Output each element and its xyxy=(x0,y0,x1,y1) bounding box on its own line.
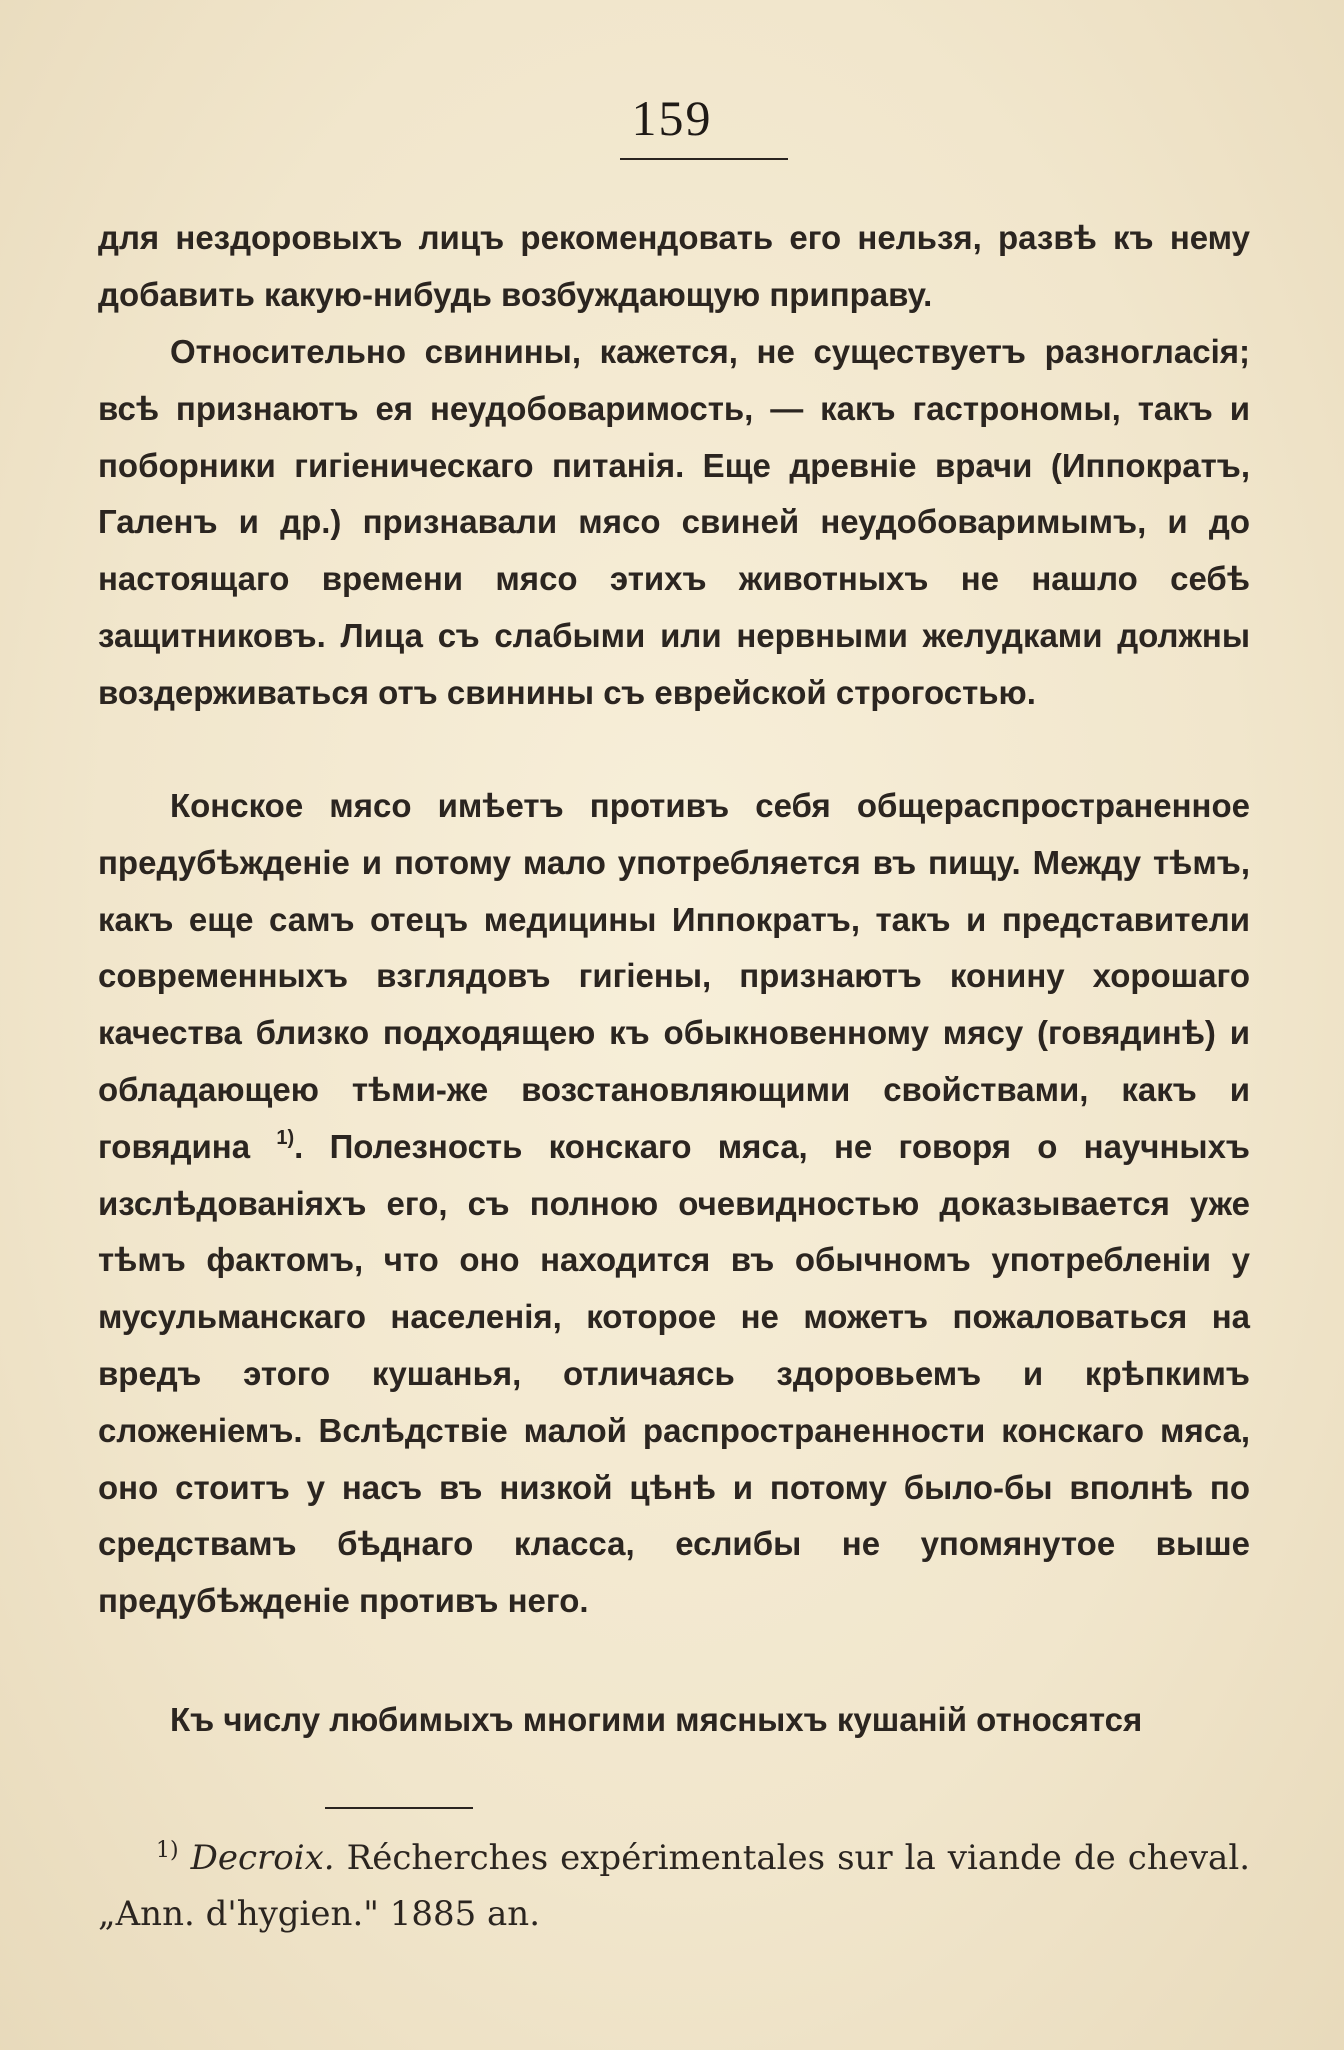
paragraph-text: Относительно свинины, кажется, не существуетъ разногласія; всѣ признаютъ ея неудобоваримость, — какъ гастрономы, такъ и поборники гигіеническаго питанія. Еще древніе врачи (Иппократъ, Галенъ и др.) признавали мясо свиней неудобоваримымъ, и до настоящаго времени мясо этихъ животныхъ не нашло себѣ защитниковъ. Лица съ слабыми или нервными желудками должны воздерживаться отъ свинины съ еврейской строгостью. xyxy=(98,333,1250,711)
footnote-rule xyxy=(325,1807,473,1809)
page-number: 159 xyxy=(631,90,713,146)
footnote-author: Decroix. xyxy=(190,1838,335,1878)
footnote-reference: 1) xyxy=(276,1126,295,1149)
footnote-marker: 1) xyxy=(156,1838,179,1863)
footnote-text: Récherches expérimentales sur la viande de cheval. „Ann. d'hygien." 1885 an. xyxy=(98,1838,1251,1934)
paragraph-horse-meat xyxy=(98,778,1250,1630)
header-rule xyxy=(620,158,788,160)
paragraph-continuation xyxy=(98,210,1250,324)
paragraph-text-part: . Полезность конскаго мяса, не говоря о научныхъ изслѣдованіяхъ его, съ полною очевидностью доказывается уже тѣмъ фактомъ, что оно находится въ обычномъ употребленіи у мусульманскаго населенія, которое не можетъ пожаловаться на вредъ этого кушанья, отличаясь здоровьемъ и крѣпкимъ сложеніемъ. Вслѣдствіе малой распространенности конскаго мяса, оно стоитъ у насъ въ низкой цѣнѣ и потому было-бы вполнѣ по средствамъ бѣднаго класса, еслибы не упомянутое выше предубѣжденіе противъ него. xyxy=(98,1127,1250,1620)
paragraph-meat-dishes xyxy=(98,1692,1250,1749)
paragraph-text-part: Конское мясо имѣетъ противъ себя общераспространенное предубѣжденіе и потому мало употребляется въ пищу. Между тѣмъ, какъ еще самъ отецъ медицины Иппократъ, такъ и представители современныхъ взглядовъ гигіены, признаютъ конину хорошаго качества близко подходящею къ обыкновенному мясу (говядинѣ) и обладающею тѣми-же возстановляющими свойствами, какъ и говядина xyxy=(98,787,1250,1165)
paragraph-text: Къ числу любимыхъ многими мясныхъ кушаній относятся xyxy=(170,1701,1143,1738)
paragraph-text: для нездоровыхъ лицъ рекомендовать его нельзя, развѣ къ нему добавить какую-нибудь возбуждающую приправу. xyxy=(98,219,1250,313)
footnote xyxy=(98,1830,1250,1942)
paragraph-pork xyxy=(98,324,1250,722)
paragraph-text xyxy=(98,778,1250,1630)
